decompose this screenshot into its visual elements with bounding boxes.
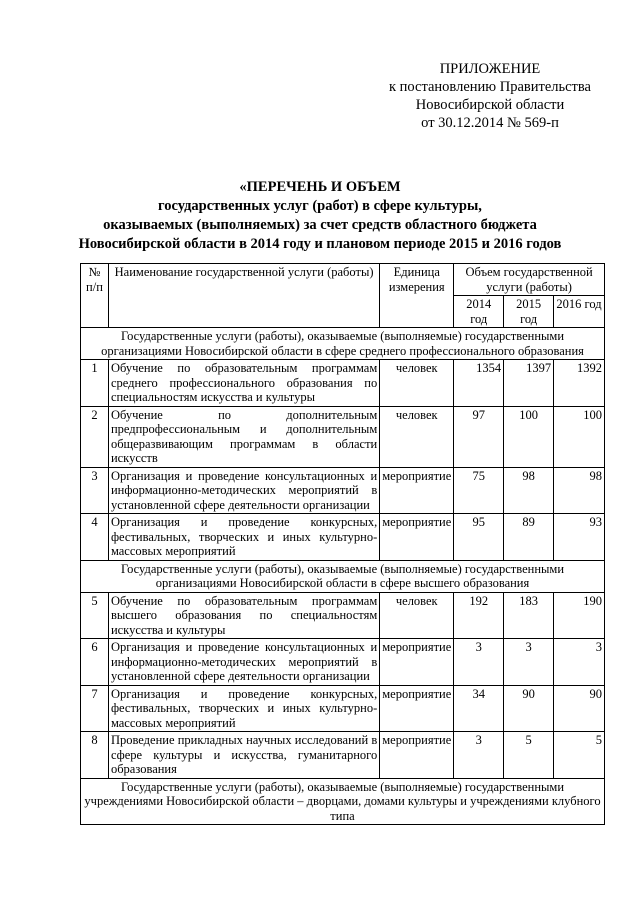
appendix-line-2: Новосибирской области bbox=[415, 97, 565, 113]
table-row bbox=[81, 360, 605, 407]
row-value-2014: 95 bbox=[454, 514, 504, 561]
table-row bbox=[81, 685, 605, 732]
row-value-2015: 90 bbox=[504, 685, 554, 732]
title-line-1: «ПЕРЕЧЕНЬ И ОБЪЕМ bbox=[239, 179, 401, 195]
header-row bbox=[81, 264, 605, 296]
row-service-name: Обучение по дополнительным предпрофессиональным и дополнительным общеразвивающим программам в области искусств bbox=[108, 406, 379, 467]
header-volume: Объем государственной услуги (работы) bbox=[454, 264, 605, 296]
row-num: 1 bbox=[81, 360, 109, 407]
title-line-2: государственных услуг (работ) в сфере культуры, bbox=[158, 198, 482, 214]
header-2015: 2015 год bbox=[504, 296, 554, 328]
header-unit: Единица измерения bbox=[380, 264, 454, 328]
appendix-block bbox=[380, 60, 600, 132]
row-value-2014: 1354 bbox=[454, 360, 504, 407]
document-title bbox=[0, 178, 640, 254]
section-3-title: Государственные услуги (работы), оказываемые (выполняемые) государственными учреждениями Новосибирской области – дворцами, домами культуры и учреждениями клубного типа bbox=[81, 778, 605, 825]
section-row bbox=[81, 328, 605, 360]
header-2016: 2016 год bbox=[554, 296, 605, 328]
table-row bbox=[81, 732, 605, 779]
appendix-line-3: от 30.12.2014 № 569-п bbox=[421, 115, 559, 131]
row-service-name: Обучение по образовательным программам среднего профессионального образования по специальностям искусства и культуры bbox=[108, 360, 379, 407]
table-row bbox=[81, 639, 605, 686]
appendix-line-1: к постановлению Правительства bbox=[389, 79, 591, 95]
section-row bbox=[81, 778, 605, 825]
title-line-3: оказываемых (выполняемых) за счет средств областного бюджета bbox=[103, 217, 537, 233]
row-value-2016: 93 bbox=[554, 514, 605, 561]
row-value-2015: 1397 bbox=[504, 360, 554, 407]
row-unit: мероприятие bbox=[380, 639, 454, 686]
header-2014: 2014 год bbox=[454, 296, 504, 328]
row-value-2016: 100 bbox=[554, 406, 605, 467]
row-num: 5 bbox=[81, 592, 109, 639]
row-num: 4 bbox=[81, 514, 109, 561]
row-value-2014: 192 bbox=[454, 592, 504, 639]
row-value-2016: 98 bbox=[554, 467, 605, 514]
table-row bbox=[81, 406, 605, 467]
row-num: 6 bbox=[81, 639, 109, 686]
section-row bbox=[81, 560, 605, 592]
services-table bbox=[80, 263, 605, 825]
row-num: 8 bbox=[81, 732, 109, 779]
row-value-2014: 34 bbox=[454, 685, 504, 732]
header-name: Наименование государственной услуги (работы) bbox=[108, 264, 379, 328]
section-2-title: Государственные услуги (работы), оказываемые (выполняемые) государственными организациями Новосибирской области в сфере высшего образования bbox=[81, 560, 605, 592]
table-row bbox=[81, 467, 605, 514]
row-value-2014: 3 bbox=[454, 732, 504, 779]
row-value-2015: 5 bbox=[504, 732, 554, 779]
row-num: 2 bbox=[81, 406, 109, 467]
row-value-2016: 5 bbox=[554, 732, 605, 779]
appendix-title: ПРИЛОЖЕНИЕ bbox=[439, 61, 541, 77]
row-service-name: Организация и проведение консультационных и информационно-методических мероприятий в установленной сфере деятельности организации bbox=[108, 639, 379, 686]
row-value-2015: 183 bbox=[504, 592, 554, 639]
row-value-2014: 75 bbox=[454, 467, 504, 514]
row-value-2015: 3 bbox=[504, 639, 554, 686]
section-1-title: Государственные услуги (работы), оказываемые (выполняемые) государственными организациями Новосибирской области в сфере среднего профессионального образования bbox=[81, 328, 605, 360]
row-num: 3 bbox=[81, 467, 109, 514]
row-unit: человек bbox=[380, 592, 454, 639]
header-num: № п/п bbox=[81, 264, 109, 328]
row-value-2015: 89 bbox=[504, 514, 554, 561]
row-service-name: Организация и проведение консультационных и информационно-методических мероприятий в установленной сфере деятельности организации bbox=[108, 467, 379, 514]
row-unit: мероприятие bbox=[380, 514, 454, 561]
row-unit: мероприятие bbox=[380, 467, 454, 514]
row-value-2014: 97 bbox=[454, 406, 504, 467]
row-num: 7 bbox=[81, 685, 109, 732]
row-unit: мероприятие bbox=[380, 685, 454, 732]
row-value-2016: 90 bbox=[554, 685, 605, 732]
row-value-2015: 98 bbox=[504, 467, 554, 514]
row-service-name: Организация и проведение конкурсных, фестивальных, творческих и иных культурно-массовых мероприятий bbox=[108, 514, 379, 561]
row-value-2016: 3 bbox=[554, 639, 605, 686]
title-line-4: Новосибирской области в 2014 году и плановом периоде 2015 и 2016 годов bbox=[78, 236, 562, 252]
row-unit: мероприятие bbox=[380, 732, 454, 779]
row-service-name: Проведение прикладных научных исследований в сфере культуры и искусства, гуманитарного образования bbox=[108, 732, 379, 779]
row-value-2016: 1392 bbox=[554, 360, 605, 407]
row-service-name: Обучение по образовательным программам высшего образования по специальностям искусства и культуры bbox=[108, 592, 379, 639]
row-value-2014: 3 bbox=[454, 639, 504, 686]
row-unit: человек bbox=[380, 360, 454, 407]
row-value-2015: 100 bbox=[504, 406, 554, 467]
table-row bbox=[81, 514, 605, 561]
table-row bbox=[81, 592, 605, 639]
row-value-2016: 190 bbox=[554, 592, 605, 639]
row-unit: человек bbox=[380, 406, 454, 467]
row-service-name: Организация и проведение конкурсных, фестивальных, творческих и иных культурно-массовых мероприятий bbox=[108, 685, 379, 732]
